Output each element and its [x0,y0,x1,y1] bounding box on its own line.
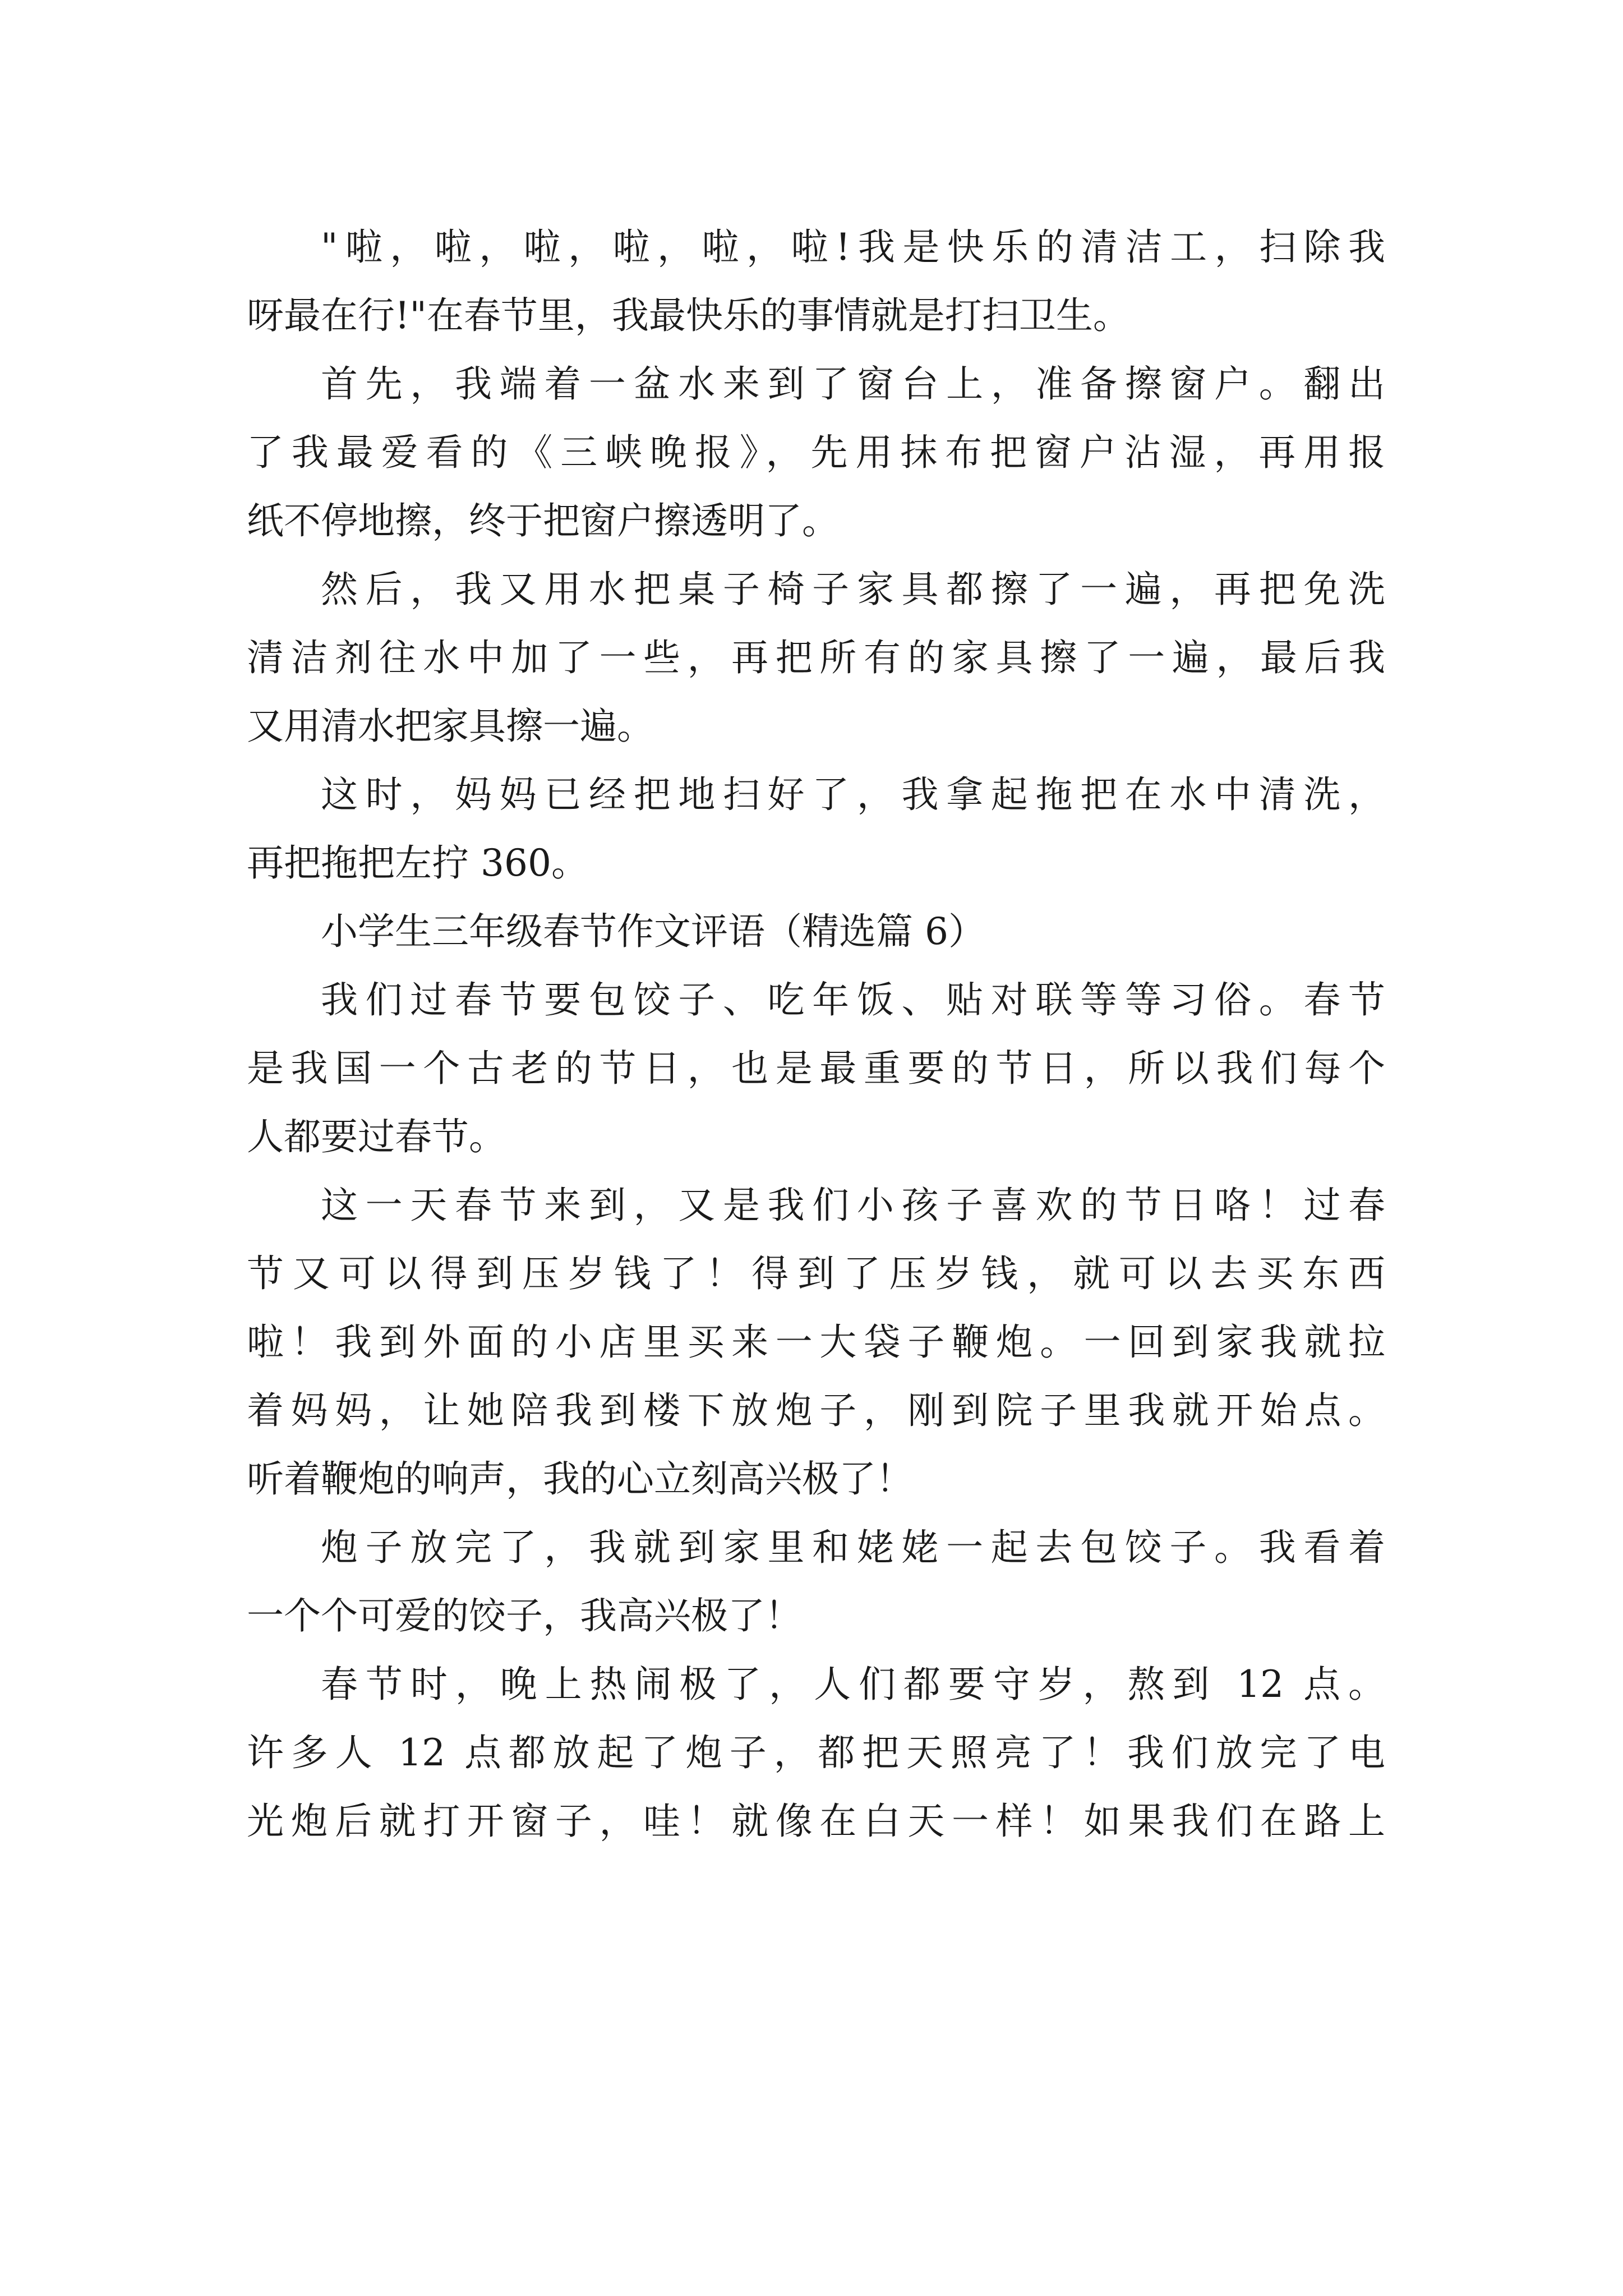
text-line: 听着鞭炮的响声，我的心立刻高兴极了！ [247,1457,913,1501]
text-line: 我们过春节要包饺子、吃年饭、贴对联等等习俗。春节 [321,978,1385,1022]
text-line: 光炮后就打开窗子，哇！就像在白天一样！如果我们在路上 [247,1800,1385,1843]
text-line: 这一天春节来到，又是我们小孩子喜欢的节日咯！过春 [321,1184,1385,1227]
heading-text: 小学生三年级春节作文评语（精选篇 6） [321,910,985,953]
text-line: 着妈妈，让她陪我到楼下放炮子，刚到院子里我就开始点。 [247,1389,1385,1432]
text-line: 啦！我到外面的小店里买来一大袋子鞭炮。一回到家我就拉 [247,1320,1385,1364]
text-line: 这时，妈妈已经把地扫好了，我拿起拖把在水中清洗， [321,773,1385,816]
paragraph-cleaning-intro [247,213,1385,350]
text-line: 又用清水把家具擦一遍。 [247,705,654,748]
paragraph-customs [247,966,1385,1171]
text-line: 清洁剂往水中加了一些，再把所有的家具擦了一遍，最后我 [247,636,1385,679]
text-line: 呀最在行!"在春节里，我最快乐的事情就是打扫卫生。 [247,294,1130,337]
text-line: 人都要过春节。 [247,1115,506,1158]
text-line: 春节时，晚上热闹极了，人们都要守岁，熬到 12 点。 [321,1663,1385,1706]
text-line: 首先，我端着一盆水来到了窗台上，准备擦窗户。翻出 [321,362,1385,406]
section-heading [247,898,1385,966]
text-line: 再把拖把左拧 360。 [247,841,588,885]
paragraph-dumplings [247,1513,1385,1650]
text-line: 炮子放完了，我就到家里和姥姥一起去包饺子。我看着 [321,1526,1385,1569]
text-line: 许多人 12 点都放起了炮子，都把天照亮了！我们放完了电 [247,1731,1385,1774]
text-line: 然后，我又用水把桌子椅子家具都擦了一遍，再把免洗 [321,568,1385,611]
paragraph-mopping [247,761,1385,898]
text-line: 节又可以得到压岁钱了！得到了压岁钱，就可以去买东西 [247,1252,1385,1295]
text-line: 纸不停地擦，终于把窗户擦透明了。 [247,499,839,542]
text-line: 一个个可爱的饺子，我高兴极了！ [247,1594,802,1637]
paragraph-window-cleaning [247,350,1385,555]
paragraph-firecrackers [247,1171,1385,1513]
document-body [247,213,1385,1856]
text-line: 了我最爱看的《三峡晚报》，先用抹布把窗户沾湿，再用报 [247,431,1385,474]
paragraph-furniture-cleaning [247,555,1385,761]
text-line: "啦，啦，啦，啦，啦，啦!我是快乐的清洁工，扫除我 [321,226,1385,269]
paragraph-new-year-eve [247,1650,1385,1856]
text-line: 是我国一个古老的节日，也是最重要的节日，所以我们每个 [247,1047,1385,1090]
